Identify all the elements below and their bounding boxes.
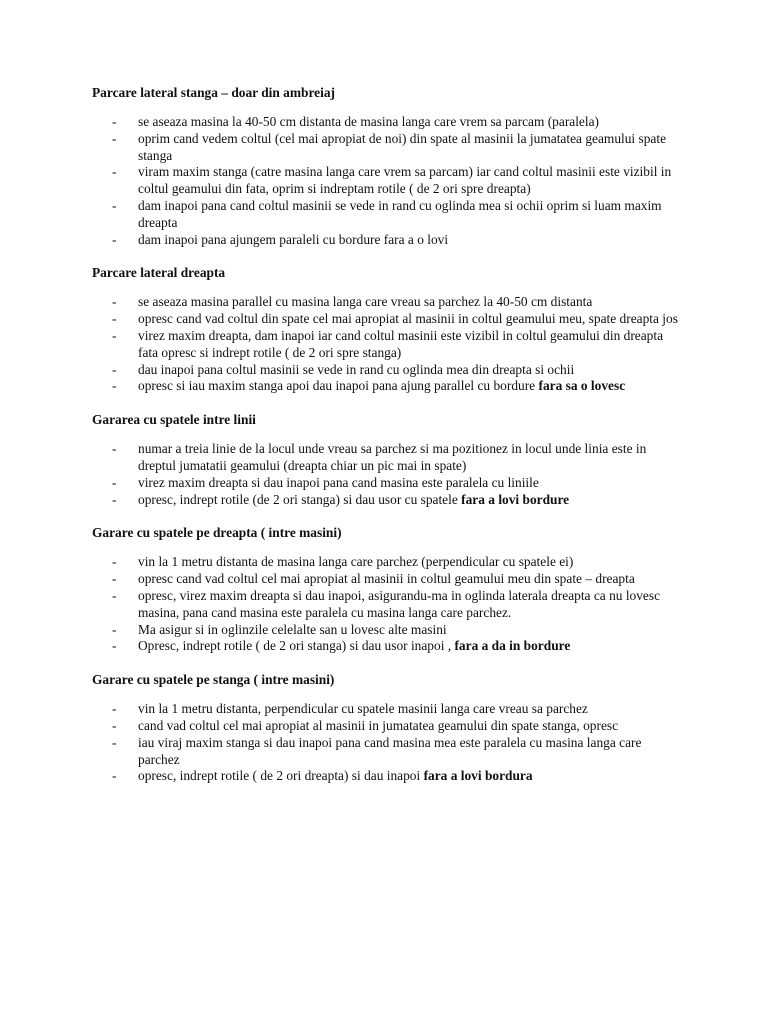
dash-bullet: -	[112, 701, 117, 717]
list-item	[92, 571, 682, 588]
dash-bullet: -	[112, 294, 117, 310]
item-text: dau inapoi pana coltul masinii se vede in rand cu oglinda mea din dreapta si ochii	[138, 361, 575, 377]
list-item	[92, 441, 682, 475]
list-item	[92, 114, 682, 131]
section-garare-intre-linii	[92, 411, 682, 508]
dash-bullet: -	[112, 197, 117, 213]
list-item	[92, 131, 682, 165]
dash-bullet: -	[112, 130, 117, 146]
section-title: Parcare lateral dreapta	[92, 265, 226, 281]
dash-bullet: -	[112, 327, 117, 343]
item-text: opresc cand vad coltul din spate cel mai apropiat al masinii in coltul geamului meu, spate dreapta jos	[138, 311, 678, 327]
dash-bullet: -	[112, 734, 117, 750]
item-text: dam inapoi pana ajungem paraleli cu bordure fara a o lovi	[138, 231, 449, 247]
dash-bullet: -	[112, 621, 117, 637]
dash-bullet: -	[112, 554, 117, 570]
dash-bullet: -	[112, 638, 117, 654]
list-item	[92, 164, 682, 198]
section-title: Parcare lateral stanga – doar din ambreiaj	[92, 85, 335, 100]
dash-bullet: -	[112, 717, 117, 733]
item-text: opresc si iau maxim stanga apoi dau inapoi pana ajung parallel cu bordure	[138, 378, 539, 394]
list-item	[92, 311, 682, 328]
bullet-list	[92, 114, 682, 248]
item-bold-text: fara a lovi bordure	[461, 491, 570, 507]
bullet-list	[92, 701, 682, 785]
item-bold-text: fara sa o lovesc	[538, 378, 626, 394]
item-text: viram maxim stanga (catre masina langa care vrem sa parcam) iar cand coltul masinii este vizibil in coltul geamului din fata, oprim si indreptam rotile ( de 2 ori spre dreapta)	[138, 164, 672, 197]
list-item	[92, 475, 682, 492]
item-text: opresc, indrept rotile ( de 2 ori dreapta) si dau inapoi	[138, 768, 424, 784]
item-text: dam inapoi pana cand coltul masinii se vede in rand cu oglinda mea si ochii oprim si luam maxim dreapta	[138, 197, 662, 230]
dash-bullet: -	[112, 164, 117, 180]
item-bold-text: fara a lovi bordura	[423, 768, 533, 784]
dash-bullet: -	[112, 441, 117, 457]
bullet-list	[92, 441, 682, 508]
section-garare-dreapta	[92, 524, 682, 655]
dash-bullet: -	[112, 571, 117, 587]
dash-bullet: -	[112, 474, 117, 490]
item-text: numar a treia linie de la locul unde vreau sa parchez si ma pozitionez in locul unde linia este in dreptul jumatatii geamului (dreapta chiar un pic mai in spate)	[138, 441, 647, 473]
list-item	[92, 362, 682, 379]
dash-bullet: -	[112, 768, 117, 784]
list-item	[92, 622, 682, 639]
dash-bullet: -	[112, 361, 117, 377]
dash-bullet: -	[112, 311, 117, 327]
list-item	[92, 554, 682, 571]
dash-bullet: -	[112, 114, 117, 129]
item-text: vin la 1 metru distanta, perpendicular cu spatele masinii langa care vreau sa parchez	[138, 701, 588, 717]
list-item	[92, 701, 682, 718]
item-text: opresc, virez maxim dreapta si dau inapoi, asigurandu-ma in oglinda laterala dreapta ca nu lovesc masina, pana cand masina este paralela cu masina langa care parchez.	[138, 587, 661, 620]
item-text: cand vad coltul cel mai apropiat al masinii in jumatatea geamului din spate stanga, opresc	[138, 717, 619, 733]
section-title: Gararea cu spatele intre linii	[92, 412, 256, 428]
list-item	[92, 378, 682, 395]
item-bold-text: fara a da in bordure	[454, 638, 571, 654]
dash-bullet: -	[112, 491, 117, 507]
list-item	[92, 198, 682, 232]
list-item	[92, 718, 682, 735]
list-item	[92, 735, 682, 769]
item-text: vin la 1 metru distanta de masina langa care parchez (perpendicular cu spatele ei)	[138, 554, 574, 570]
list-item	[92, 638, 682, 655]
list-item	[92, 492, 682, 509]
dash-bullet: -	[112, 231, 117, 247]
list-item	[92, 232, 682, 249]
list-item	[92, 294, 682, 311]
dash-bullet: -	[112, 378, 117, 394]
list-item	[92, 768, 682, 785]
section-parcare-lateral-stanga	[92, 84, 682, 248]
document-page	[92, 84, 682, 801]
item-text: opresc, indrept rotile (de 2 ori stanga) si dau usor cu spatele	[138, 491, 462, 507]
section-garare-stanga	[92, 671, 682, 785]
item-text: virez maxim dreapta si dau inapoi pana cand masina este paralela cu liniile	[138, 474, 539, 490]
bullet-list	[92, 294, 682, 395]
section-parcare-lateral-dreapta	[92, 264, 682, 395]
item-text: opresc cand vad coltul cel mai apropiat al masinii in coltul geamului meu din spate – dreapta	[138, 571, 635, 587]
item-text: se aseaza masina parallel cu masina langa care vreau sa parchez la 40-50 cm distanta	[138, 294, 593, 310]
item-text: iau viraj maxim stanga si dau inapoi pana cand masina mea este paralela cu masina langa care parchez	[138, 734, 642, 767]
bullet-list	[92, 554, 682, 655]
dash-bullet: -	[112, 587, 117, 603]
item-text: Ma asigur si in oglinzile celelalte san u lovesc alte masini	[138, 621, 447, 637]
item-text: se aseaza masina la 40-50 cm distanta de masina langa care vrem sa parcam (paralela)	[138, 114, 600, 129]
section-title: Garare cu spatele pe dreapta ( intre masini)	[92, 525, 342, 541]
item-text: Opresc, indrept rotile ( de 2 ori stanga) si dau usor inapoi ,	[138, 638, 455, 654]
list-item	[92, 588, 682, 622]
list-item	[92, 328, 682, 362]
item-text: virez maxim dreapta, dam inapoi iar cand coltul masinii este vizibil in coltul geamului din dreapta fata opresc si indrept rotile ( de 2 ori spre stanga)	[138, 327, 664, 360]
item-text: oprim cand vedem coltul (cel mai apropiat de noi) din spate al masinii la jumatatea geamului spate stanga	[138, 130, 667, 163]
section-title: Garare cu spatele pe stanga ( intre masini)	[92, 672, 335, 688]
